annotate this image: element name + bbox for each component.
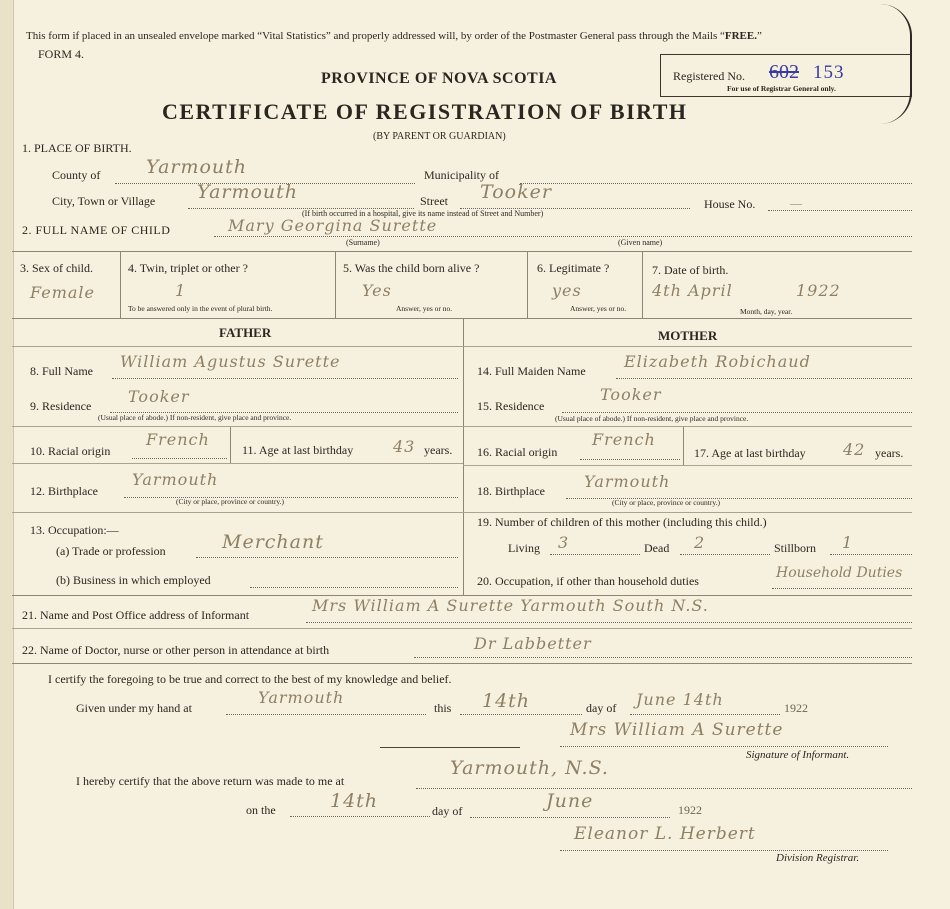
legitimate-note: Answer, yes or no. bbox=[570, 304, 627, 313]
surname-note: (Surname) bbox=[346, 238, 380, 247]
house-label: House No. bbox=[704, 197, 756, 211]
place-of-birth-heading: 1. PLACE OF BIRTH. bbox=[22, 141, 132, 155]
this-day: 14th bbox=[482, 690, 531, 712]
dob-label: 7. Date of birth. bbox=[652, 263, 729, 277]
father-occupation-label: 13. Occupation:— bbox=[30, 523, 119, 537]
page-title: CERTIFICATE OF REGISTRATION OF BIRTH bbox=[162, 99, 688, 124]
registrar-place: Yarmouth, N.S. bbox=[450, 757, 609, 779]
informant-signature-label: Signature of Informant. bbox=[746, 749, 850, 761]
certify-statement: I certify the foregoing to be true and correct to the best of my knowledge and belief. bbox=[48, 672, 452, 686]
sex-label: 3. Sex of child. bbox=[20, 261, 93, 275]
father-residence-note: (Usual place of abode.) If non-resident, give place and province. bbox=[98, 413, 292, 422]
mother-name-label: 14. Full Maiden Name bbox=[477, 364, 586, 378]
living-label: Living bbox=[508, 541, 540, 555]
on-the-value: 14th bbox=[330, 790, 379, 812]
mail-notice: This form if placed in an unsealed envelope marked “Vital Statistics” and properly addressed will, by order of the Postmaster General pass through the Mails “FREE.” bbox=[26, 30, 762, 42]
mother-birthplace-value: Yarmouth bbox=[584, 472, 671, 491]
legitimate-label: 6. Legitimate ? bbox=[537, 261, 610, 275]
twin-value: 1 bbox=[175, 281, 187, 300]
registrar-statement: I hereby certify that the above return was made to me at bbox=[76, 774, 345, 788]
father-name-label: 8. Full Name bbox=[30, 364, 93, 378]
given-under-label: Given under my hand at bbox=[76, 701, 192, 715]
dob-value: 4th April bbox=[652, 281, 733, 300]
house-value: — bbox=[790, 196, 802, 210]
father-age-value: 43 bbox=[393, 437, 416, 456]
dob-note: Month, day, year. bbox=[740, 307, 793, 316]
day-of-value: June 14th bbox=[636, 690, 724, 709]
mother-years: years. bbox=[875, 446, 904, 460]
city-value: Yarmouth bbox=[197, 181, 299, 203]
alive-note: Answer, yes or no. bbox=[396, 304, 453, 313]
informant-value: Mrs William A Surette Yarmouth South N.S. bbox=[312, 596, 709, 615]
legitimate-value: yes bbox=[552, 281, 582, 300]
twin-note: To be answered only in the event of plural birth. bbox=[128, 304, 273, 313]
father-birthplace-value: Yarmouth bbox=[132, 470, 219, 489]
page-subtitle: (BY PARENT OR GUARDIAN) bbox=[373, 131, 506, 142]
doctor-value: Dr Labbetter bbox=[474, 634, 592, 653]
mother-occupation-value: Household Duties bbox=[776, 565, 903, 581]
mother-residence-label: 15. Residence bbox=[477, 399, 545, 413]
street-value: Tooker bbox=[480, 181, 552, 203]
mother-birthplace-note: (City or place, province or country.) bbox=[612, 498, 721, 507]
dead-label: Dead bbox=[644, 541, 670, 555]
dead-value: 2 bbox=[694, 533, 706, 552]
pencil-mark bbox=[880, 4, 912, 124]
father-trade-value: Merchant bbox=[222, 531, 324, 553]
county-value: Yarmouth bbox=[146, 156, 248, 178]
informant-signature: Mrs William A Surette bbox=[570, 720, 784, 740]
given-name-note: (Given name) bbox=[618, 238, 663, 247]
sex-value: Female bbox=[30, 283, 95, 302]
page-spine bbox=[0, 0, 14, 909]
alive-value: Yes bbox=[362, 281, 392, 300]
street-label: Street bbox=[420, 194, 448, 208]
dob-year: 1922 bbox=[796, 281, 841, 300]
municipality-label: Municipality of bbox=[424, 168, 499, 182]
mother-residence-note: (Usual place of abode.) If non-resident, give place and province. bbox=[555, 414, 749, 423]
father-years: years. bbox=[424, 443, 453, 457]
mother-children-label: 19. Number of children of this mother (including this child.) bbox=[477, 515, 767, 529]
day-of2-value: June bbox=[546, 790, 594, 812]
father-racial-label: 10. Racial origin bbox=[30, 444, 111, 458]
mother-age-label: 17. Age at last birthday bbox=[694, 446, 806, 460]
year-value: 1922 bbox=[784, 701, 808, 715]
registration-note: For use of Registrar General only. bbox=[727, 84, 836, 93]
father-business-label: (b) Business in which employed bbox=[56, 573, 211, 587]
mother-occupation-label: 20. Occupation, if other than household duties bbox=[477, 574, 699, 588]
day-of-label: day of bbox=[586, 701, 617, 715]
on-the-label: on the bbox=[246, 803, 276, 817]
form-number: FORM 4. bbox=[38, 47, 85, 61]
father-age-label: 11. Age at last birthday bbox=[242, 443, 354, 457]
registrar-label: Division Registrar. bbox=[776, 852, 860, 864]
father-racial-value: French bbox=[146, 430, 210, 449]
given-place: Yarmouth bbox=[258, 688, 345, 707]
twin-label: 4. Twin, triplet or other ? bbox=[128, 261, 248, 275]
informant-label: 21. Name and Post Office address of Informant bbox=[22, 608, 250, 622]
mother-age-value: 42 bbox=[843, 440, 866, 459]
father-birthplace-label: 12. Birthplace bbox=[30, 484, 98, 498]
father-heading: FATHER bbox=[219, 325, 272, 340]
mother-heading: MOTHER bbox=[658, 328, 718, 343]
registration-struck-number: 602 bbox=[769, 61, 799, 83]
father-residence-value: Tooker bbox=[128, 387, 190, 406]
alive-label: 5. Was the child born alive ? bbox=[343, 261, 480, 275]
province-heading: PROVINCE OF NOVA SCOTIA bbox=[321, 70, 557, 87]
registration-box bbox=[660, 54, 912, 97]
doctor-label: 22. Name of Doctor, nurse or other person in attendance at birth bbox=[22, 643, 330, 657]
county-label: County of bbox=[52, 168, 101, 182]
mother-name-value: Elizabeth Robichaud bbox=[624, 352, 811, 371]
this-label: this bbox=[434, 701, 452, 715]
stillborn-value: 1 bbox=[842, 533, 854, 552]
mother-residence-value: Tooker bbox=[600, 385, 662, 404]
registration-label: Registered No. bbox=[673, 69, 745, 83]
mother-racial-value: French bbox=[592, 430, 656, 449]
city-label: City, Town or Village bbox=[52, 194, 156, 208]
father-residence-label: 9. Residence bbox=[30, 399, 92, 413]
year2-value: 1922 bbox=[678, 803, 702, 817]
stillborn-label: Stillborn bbox=[774, 541, 817, 555]
child-name-value: Mary Georgina Surette bbox=[228, 216, 438, 235]
street-note: (If birth occurred in a hospital, give its name instead of Street and Number) bbox=[302, 209, 544, 218]
living-value: 3 bbox=[558, 533, 570, 552]
registration-number: 153 bbox=[813, 62, 845, 83]
father-name-value: William Agustus Surette bbox=[120, 352, 341, 371]
child-name-label: 2. FULL NAME OF CHILD bbox=[22, 223, 171, 237]
father-trade-label: (a) Trade or profession bbox=[56, 544, 166, 558]
day-of2-label: day of bbox=[432, 804, 463, 818]
mother-birthplace-label: 18. Birthplace bbox=[477, 484, 545, 498]
father-birthplace-note: (City or place, province or country.) bbox=[176, 497, 285, 506]
mother-racial-label: 16. Racial origin bbox=[477, 445, 558, 459]
registrar-signature: Eleanor L. Herbert bbox=[574, 824, 756, 844]
